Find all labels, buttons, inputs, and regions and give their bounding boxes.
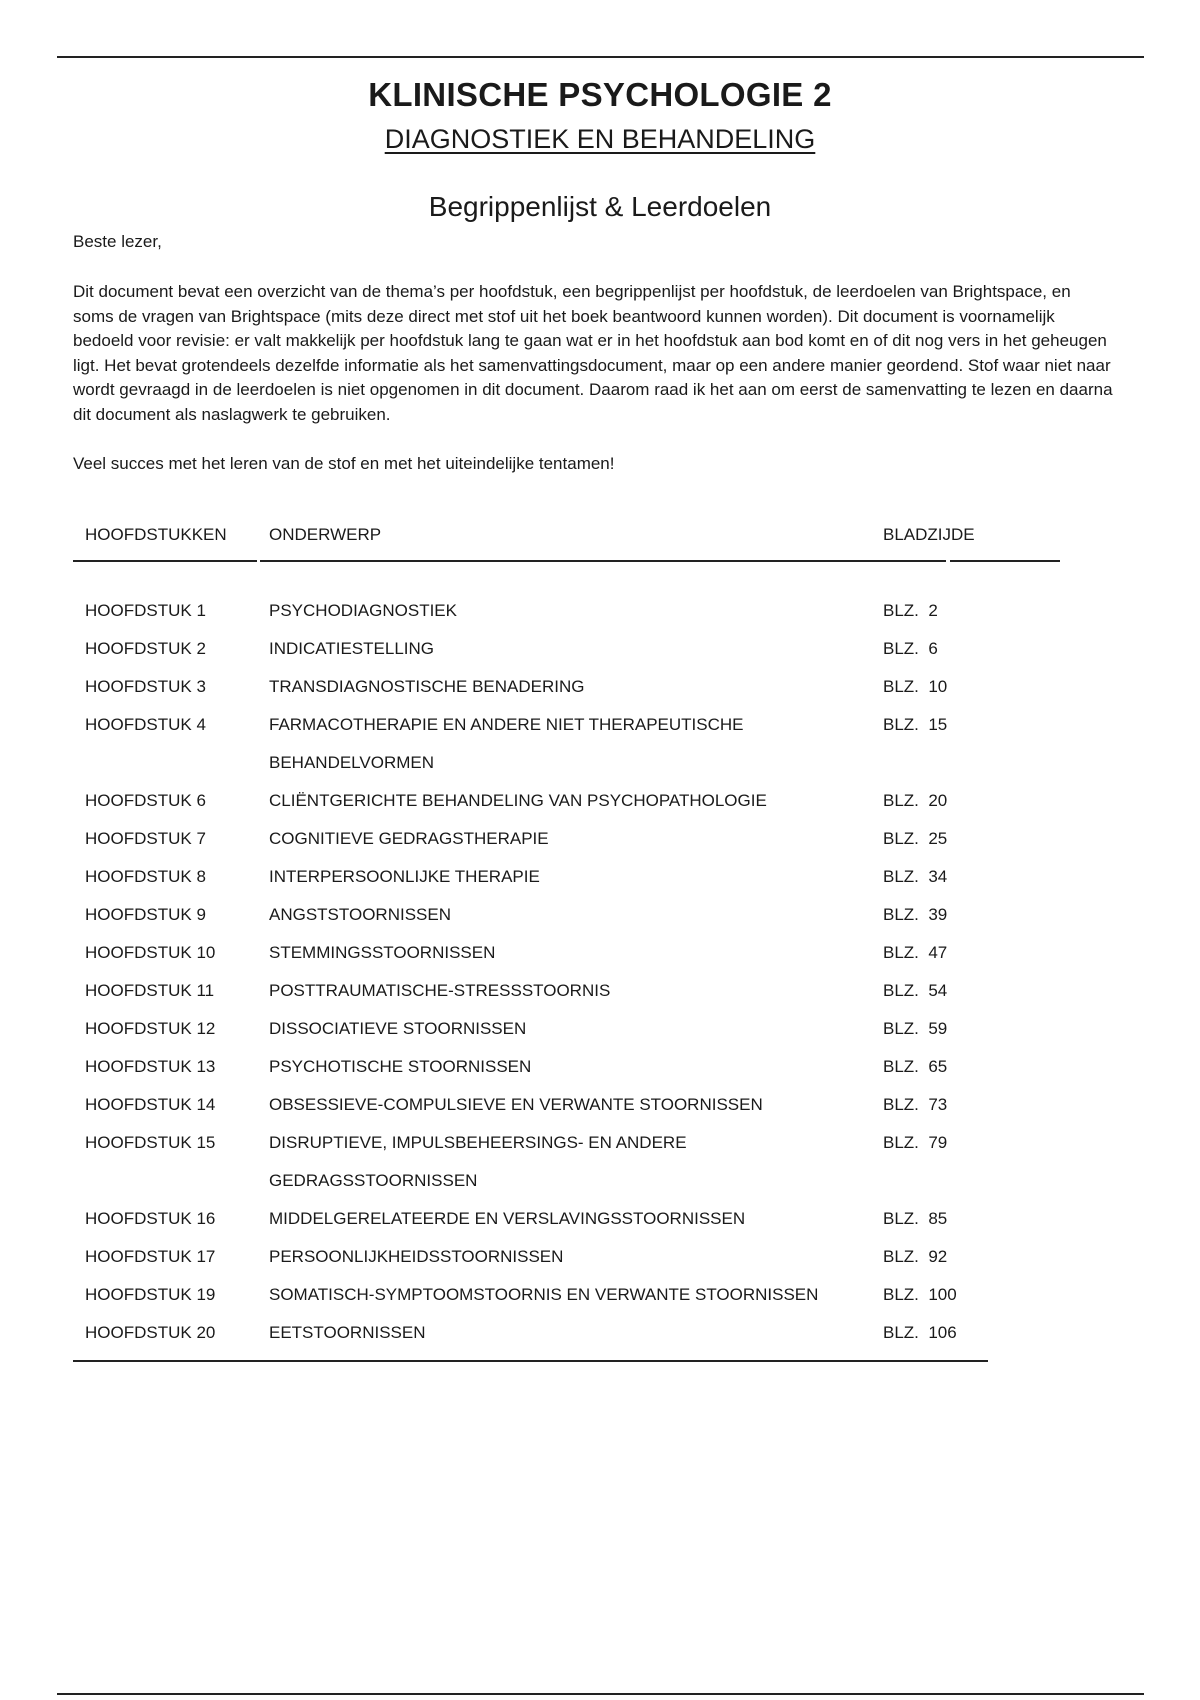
toc-topic: FARMACOTHERAPIE EN ANDERE NIET THERAPEUTISCHE BEHANDELVORMEN: [269, 715, 744, 772]
toc-chapter: HOOFDSTUK 19: [85, 1285, 216, 1304]
toc-page: BLZ. 79: [883, 1133, 948, 1152]
toc-page: BLZ. 54: [883, 981, 948, 1000]
toc-page: BLZ. 59: [883, 1019, 948, 1038]
toc-row: [73, 592, 988, 630]
toc-header: [73, 516, 988, 562]
toc-topic: CLIËNTGERICHTE BEHANDELING VAN PSYCHOPATHOLOGIE: [269, 791, 767, 810]
toc-chapter: HOOFDSTUK 6: [85, 791, 206, 810]
toc-row: [73, 972, 988, 1010]
toc-page: BLZ. 106: [883, 1323, 957, 1342]
toc-body: [73, 592, 988, 1352]
header-chapters: HOOFDSTUKKEN: [85, 525, 227, 544]
toc-page: BLZ. 15: [883, 715, 948, 734]
toc-page: BLZ. 20: [883, 791, 948, 810]
toc-chapter: HOOFDSTUK 8: [85, 867, 206, 886]
header-topic: ONDERWERP: [269, 525, 382, 544]
greeting: Beste lezer,: [73, 232, 162, 251]
toc-topic: DISRUPTIEVE, IMPULSBEHEERSINGS- EN ANDERE GEDRAGSSTOORNISSEN: [269, 1133, 687, 1190]
toc-topic: MIDDELGERELATEERDE EN VERSLAVINGSSTOORNISSEN: [269, 1209, 746, 1228]
header-page: BLADZIJDE: [883, 525, 975, 544]
toc-page: BLZ. 65: [883, 1057, 948, 1076]
toc-chapter: HOOFDSTUK 13: [85, 1057, 216, 1076]
toc-topic: ANGSTSTOORNISSEN: [269, 905, 451, 924]
toc-row: [73, 820, 988, 858]
toc-bottom-rule: [73, 1360, 988, 1362]
toc-chapter: HOOFDSTUK 10: [85, 943, 216, 962]
toc-page: BLZ. 2: [883, 601, 938, 620]
toc-page: BLZ. 73: [883, 1095, 948, 1114]
toc-topic: PSYCHODIAGNOSTIEK: [269, 601, 457, 620]
toc-row: [73, 1200, 988, 1238]
toc-topic: POSTTRAUMATISCHE-STRESSSTOORNIS: [269, 981, 611, 1000]
header-underline-page: [950, 560, 1060, 562]
toc-row: [73, 1238, 988, 1276]
document-title: KLINISCHE PSYCHOLOGIE 2: [368, 76, 832, 113]
toc-page: BLZ. 10: [883, 677, 948, 696]
toc-topic: SOMATISCH-SYMPTOOMSTOORNIS EN VERWANTE STOORNISSEN: [269, 1285, 819, 1304]
toc-chapter: HOOFDSTUK 17: [85, 1247, 216, 1266]
toc-page: BLZ. 34: [883, 867, 948, 886]
toc-row: [73, 1048, 988, 1086]
document-subtitle: DIAGNOSTIEK EN BEHANDELING: [384, 124, 816, 154]
toc-topic: TRANSDIAGNOSTISCHE BENADERING: [269, 677, 585, 696]
header-underline-topic: [260, 560, 946, 562]
toc-row: [73, 1276, 988, 1314]
toc-page: BLZ. 25: [883, 829, 948, 848]
toc-row: [73, 1314, 988, 1352]
toc-row: [73, 668, 988, 706]
toc-row: [73, 1010, 988, 1048]
toc-chapter: HOOFDSTUK 20: [85, 1323, 216, 1342]
toc-row: [73, 896, 988, 934]
header-underline-chapters: [73, 560, 257, 562]
toc-page: BLZ. 47: [883, 943, 948, 962]
toc-chapter: HOOFDSTUK 1: [85, 601, 206, 620]
toc-row: [73, 706, 988, 782]
toc-row: [73, 782, 988, 820]
toc-topic: STEMMINGSSTOORNISSEN: [269, 943, 496, 962]
toc-topic: INDICATIESTELLING: [269, 639, 434, 658]
toc-row: [73, 858, 988, 896]
toc-topic: PERSOONLIJKHEIDSSTOORNISSEN: [269, 1247, 564, 1266]
toc-row: [73, 1124, 988, 1200]
table-of-contents: [73, 516, 988, 1362]
toc-chapter: HOOFDSTUK 15: [85, 1133, 216, 1152]
toc-topic: PSYCHOTISCHE STOORNISSEN: [269, 1057, 532, 1076]
toc-chapter: HOOFDSTUK 11: [85, 981, 215, 1000]
toc-topic: COGNITIEVE GEDRAGSTHERAPIE: [269, 829, 549, 848]
toc-chapter: HOOFDSTUK 14: [85, 1095, 216, 1114]
closing-line: Veel succes met het leren van de stof en met het uiteindelijke tentamen!: [73, 454, 615, 473]
toc-chapter: HOOFDSTUK 16: [85, 1209, 216, 1228]
toc-row: [73, 630, 988, 668]
toc-page: BLZ. 6: [883, 639, 938, 658]
section-title: Begrippenlijst & Leerdoelen: [428, 191, 772, 222]
toc-topic: EETSTOORNISSEN: [269, 1323, 426, 1342]
toc-chapter: HOOFDSTUK 2: [85, 639, 206, 658]
toc-page: BLZ. 92: [883, 1247, 948, 1266]
toc-chapter: HOOFDSTUK 12: [85, 1019, 216, 1038]
toc-page: BLZ. 85: [883, 1209, 948, 1228]
toc-row: [73, 1086, 988, 1124]
toc-chapter: HOOFDSTUK 4: [85, 715, 206, 734]
top-rule: [57, 56, 1144, 58]
toc-chapter: HOOFDSTUK 7: [85, 829, 206, 848]
toc-topic: DISSOCIATIEVE STOORNISSEN: [269, 1019, 527, 1038]
toc-chapter: HOOFDSTUK 3: [85, 677, 206, 696]
bottom-rule: [57, 1693, 1144, 1695]
toc-topic: OBSESSIEVE-COMPULSIEVE EN VERWANTE STOORNISSEN: [269, 1095, 763, 1114]
toc-row: [73, 934, 988, 972]
intro-paragraph: Dit document bevat een overzicht van de thema’s per hoofdstuk, een begrippenlijst per hoofdstuk, de leerdoelen van Brightspace, en soms de vragen van Brightspace (mits deze direct met stof uit het boek beantwoord kunnen worden). Dit document is voornamelijk bedoeld voor revisie: er valt makkelijk per hoofdstuk lang te gaan wat er in het hoofdstuk aan bod komt en of dit nog vers in het geheugen ligt. Het bevat grotendeels dezelfde informatie als het samenvattingsdocument, maar op een andere manier geordend. Stof waar niet naar wordt gevraagd in de leerdoelen is niet opgenomen in dit document. Daarom raad ik het aan om eerst de samenvatting te lezen en daarna dit document als naslagwerk te gebruiken.: [73, 282, 1113, 424]
toc-page: BLZ. 39: [883, 905, 948, 924]
toc-chapter: HOOFDSTUK 9: [85, 905, 206, 924]
toc-topic: INTERPERSOONLIJKE THERAPIE: [269, 867, 540, 886]
toc-page: BLZ. 100: [883, 1285, 957, 1304]
